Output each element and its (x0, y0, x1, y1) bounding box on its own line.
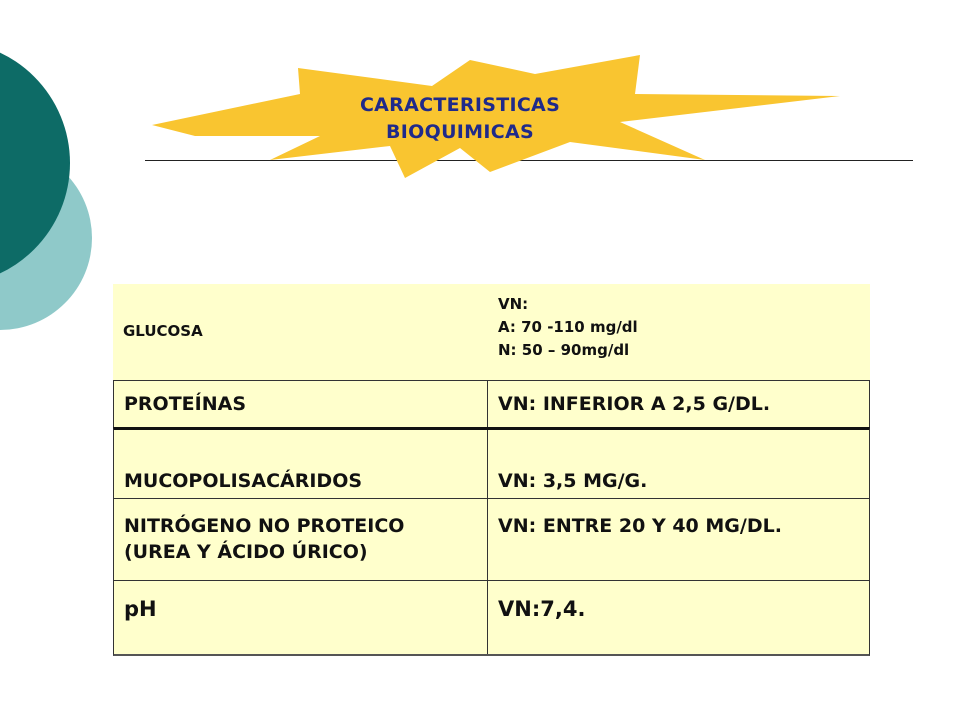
table-row-proteinas (113, 380, 870, 427)
table-row-ph (113, 580, 870, 656)
value-line: N: 50 – 90mg/dl (498, 341, 630, 359)
table-row-glucosa (113, 284, 870, 380)
label-cell: GLUCOSA (123, 322, 203, 340)
table-row-nitrogeno (113, 498, 870, 580)
label-line: (UREA Y ÁCIDO ÚRICO) (124, 541, 368, 563)
value-cell: VN: 3,5 MG/G. (498, 470, 648, 492)
value-line: VN: (498, 295, 529, 313)
slide-title (300, 92, 620, 146)
decorative-circles (0, 0, 110, 380)
value-cell: VN: INFERIOR A 2,5 G/DL. (498, 393, 771, 415)
title-line-2: BIOQUIMICAS (386, 121, 534, 143)
value-cell: VN: ENTRE 20 Y 40 MG/DL. (498, 515, 782, 537)
table-row-mucopolisacaridos (113, 427, 870, 498)
title-line-1: CARACTERISTICAS (359, 94, 561, 116)
value-cell (488, 284, 870, 380)
label-cell: MUCOPOLISACÁRIDOS (114, 430, 488, 498)
label-cell: pH (114, 581, 488, 654)
biochemistry-table (113, 284, 870, 656)
label-cell: PROTEÍNAS (114, 381, 488, 427)
label-cell (114, 499, 488, 580)
value-cell: VN:7,4. (498, 597, 586, 621)
label-line: NITRÓGENO NO PROTEICO (124, 515, 405, 537)
value-line: A: 70 -110 mg/dl (498, 318, 638, 336)
